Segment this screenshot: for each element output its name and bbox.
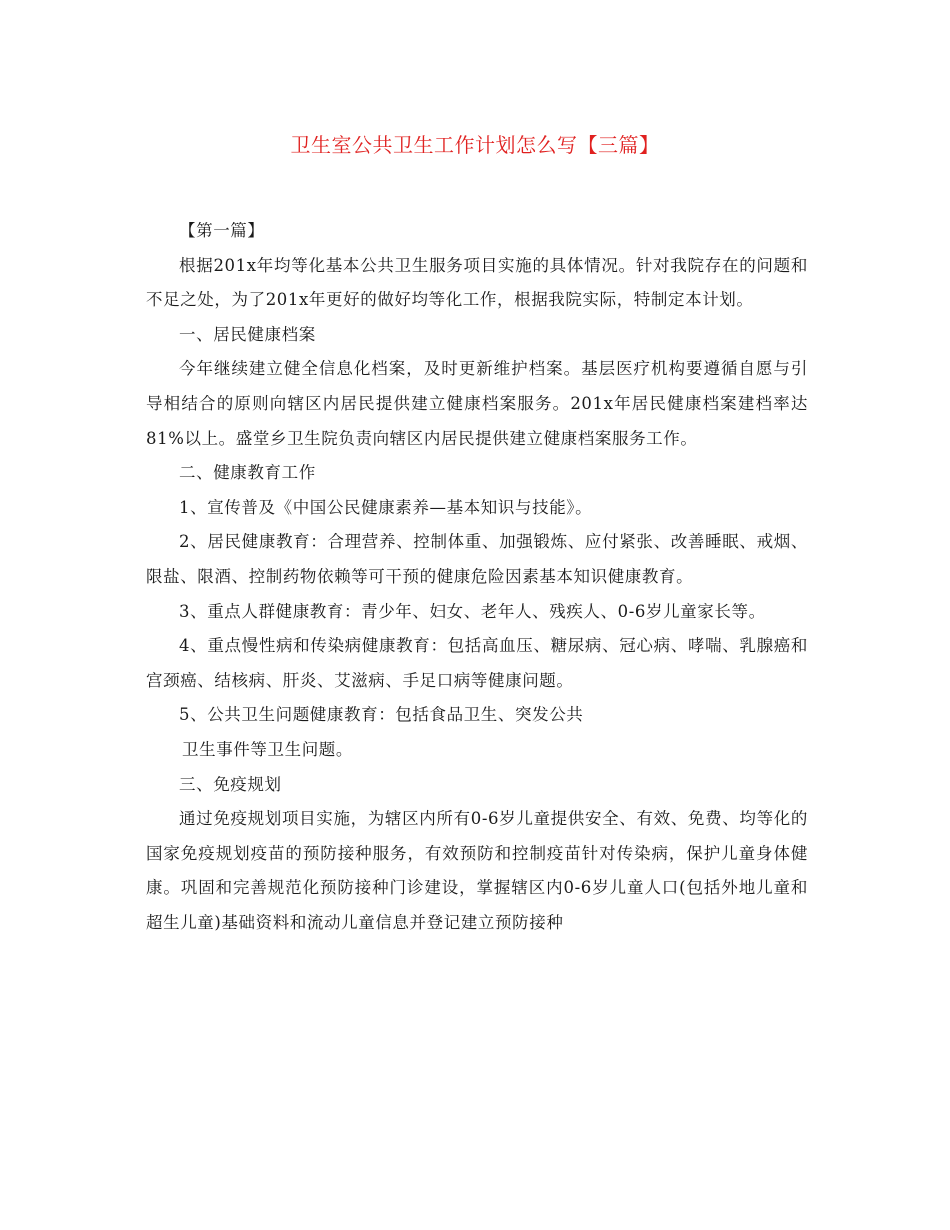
list-item: 2、居民健康教育：合理营养、控制体重、加强锻炼、应付紧张、改善睡眠、戒烟、限盐、限酒、控制药物依赖等可干预的健康危险因素基本知识健康教育。 (146, 532, 808, 586)
paragraph: 根据201x年均等化基本公共卫生服务项目实施的具体情况。针对我院存在的问题和不足之处，为了201x年更好的做好均等化工作，根据我院实际，特制定本计划。 (146, 255, 808, 310)
section-label: 【第一篇】 (179, 221, 265, 240)
paragraph: 今年继续建立健全信息化档案，及时更新维护档案。基层医疗机构要遵循自愿与引导相结合的原则向辖区内居民提供建立健康档案服务。201x年居民健康档案建档率达81%以上。盛堂乡卫生院负责向辖区内居民提供建立健康档案服务工作。 (146, 359, 808, 448)
list-item-continuation: 卫生事件等卫生问题。 (182, 739, 353, 759)
list-item: 3、重点人群健康教育：青少年、妇女、老年人、残疾人、0-6岁儿童家长等。 (179, 601, 766, 621)
list-item: 4、重点慢性病和传染病健康教育：包括高血压、糖尿病、冠心病、哮喘、乳腺癌和宫颈癌、结核病、肝炎、艾滋病、手足口病等健康问题。 (146, 636, 808, 690)
document-title: 卫生室公共卫生工作计划怎么写【三篇】 (290, 133, 660, 157)
paragraph: 通过免疫规划项目实施，为辖区内所有0-6岁儿童提供安全、有效、免费、均等化的国家免疫规划疫苗的预防接种服务，有效预防和控制疫苗针对传染病，保护儿童身体健康。巩固和完善规范化预防接种门诊建设，掌握辖区内0-6岁儿童人口(包括外地儿童和超生儿童)基础资料和流动儿童信息并登记建立预防接种 (146, 809, 808, 932)
section-heading: 一、居民健康档案 (179, 324, 316, 344)
section-heading: 三、免疫规划 (179, 774, 282, 794)
list-item: 5、公共卫生问题健康教育：包括食品卫生、突发公共 (179, 705, 584, 725)
list-item: 1、宣传普及《中国公民健康素养—基本知识与技能》。 (179, 497, 593, 517)
section-heading: 二、健康教育工作 (179, 463, 316, 483)
document-body (146, 214, 808, 940)
